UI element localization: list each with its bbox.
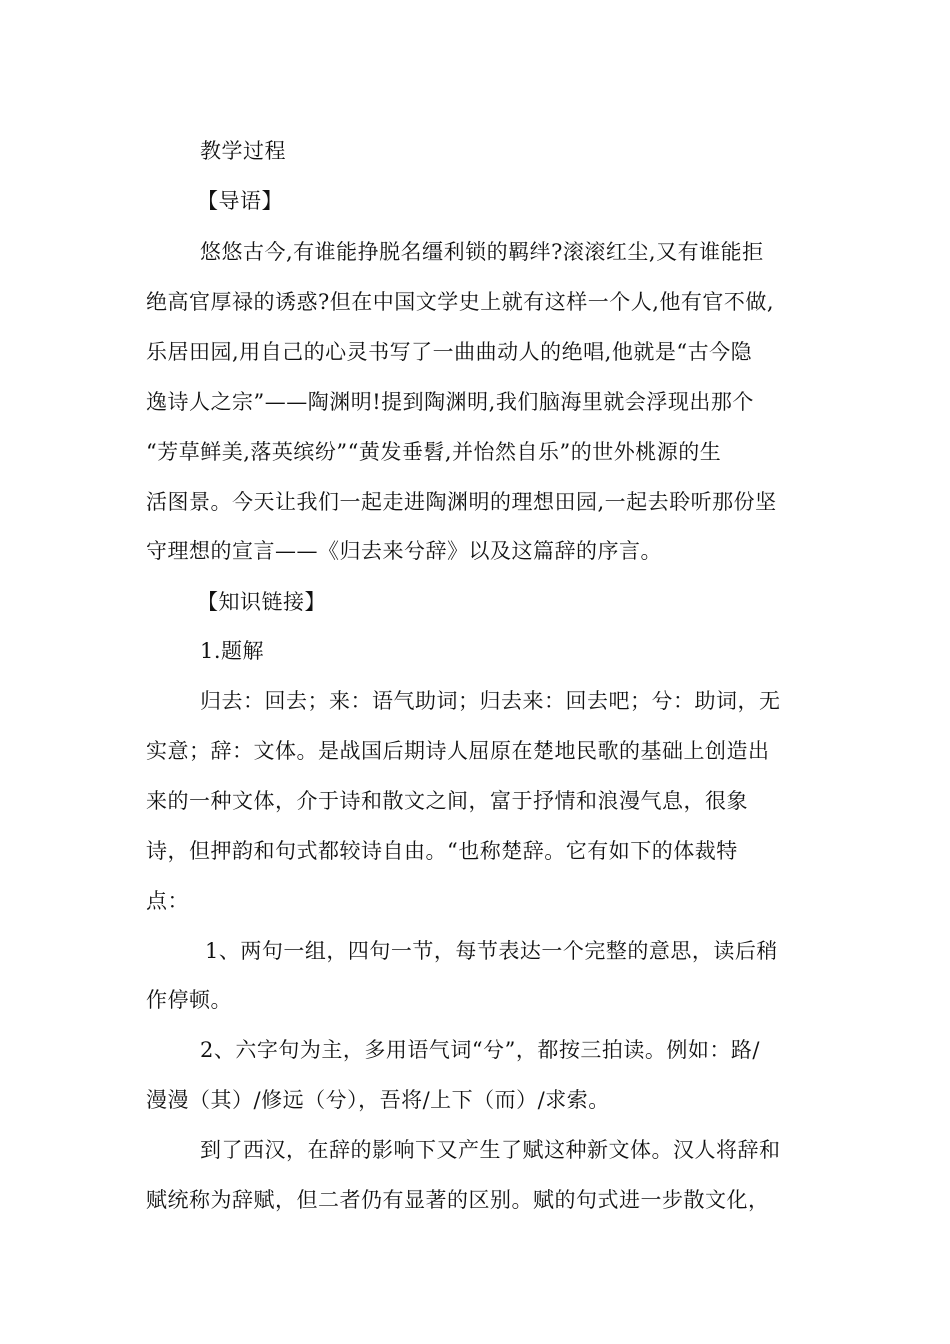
point2-line-2: 漫漫（其）/修远（兮），吾将/上下（而）/求索。 — [146, 1088, 610, 1112]
point1-line-1: 1、两句一组，四句一节，每节表达一个完整的意思，读后稍 — [205, 939, 778, 963]
intro-line-6: 活图景。今天让我们一起走进陶渊明的理想田园,一起去聆听那份坚 — [146, 490, 777, 514]
intro-line-2: 绝高官厚禄的诱惑?但在中国文学史上就有这样一个人,他有官不做, — [146, 290, 775, 314]
intro-line-1: 悠悠古今,有谁能挣脱名缰利锁的羁绊?滚滚红尘,又有谁能拒 — [200, 240, 764, 264]
para1-line-5: 点： — [146, 889, 189, 913]
page-heading: 教学过程 — [200, 139, 286, 163]
subsection-title: 1.题解 — [200, 639, 265, 663]
para2-line-1: 到了西汉，在辞的影响下又产生了赋这种新文体。汉人将辞和 — [200, 1138, 781, 1162]
point2-line-1: 2、六字句为主，多用语气词“兮”，都按三拍读。例如：路/ — [200, 1038, 760, 1062]
para1-line-3: 来的一种文体，介于诗和散文之间，富于抒情和浪漫气息，很象 — [146, 789, 748, 813]
intro-line-4: 逸诗人之宗”——陶渊明!提到陶渊明,我们脑海里就会浮现出那个 — [146, 390, 754, 414]
point1-line-2: 作停顿。 — [146, 988, 232, 1012]
intro-line-7: 守理想的宣言——《归去来兮辞》以及这篇辞的序言。 — [146, 539, 662, 563]
para2-line-2: 赋统称为辞赋，但二者仍有显著的区别。赋的句式进一步散文化， — [146, 1188, 770, 1212]
intro-line-3: 乐居田园,用自己的心灵书写了一曲曲动人的绝唱,他就是“古今隐 — [146, 340, 753, 364]
section-title-intro: 【导语】 — [197, 189, 283, 213]
section-title-knowledge: 【知识链接】 — [197, 590, 326, 614]
para1-line-4: 诗，但押韵和句式都较诗自由。“也称楚辞。它有如下的体裁特 — [146, 839, 738, 863]
para1-line-1: 归去：回去；来：语气助词；归去来：回去吧；兮：助词，无 — [200, 689, 781, 713]
para1-line-2: 实意；辞：文体。是战国后期诗人屈原在楚地民歌的基础上创造出 — [146, 739, 770, 763]
intro-line-5: “芳草鲜美,落英缤纷”“黄发垂髫,并怡然自乐”的世外桃源的生 — [146, 440, 722, 464]
